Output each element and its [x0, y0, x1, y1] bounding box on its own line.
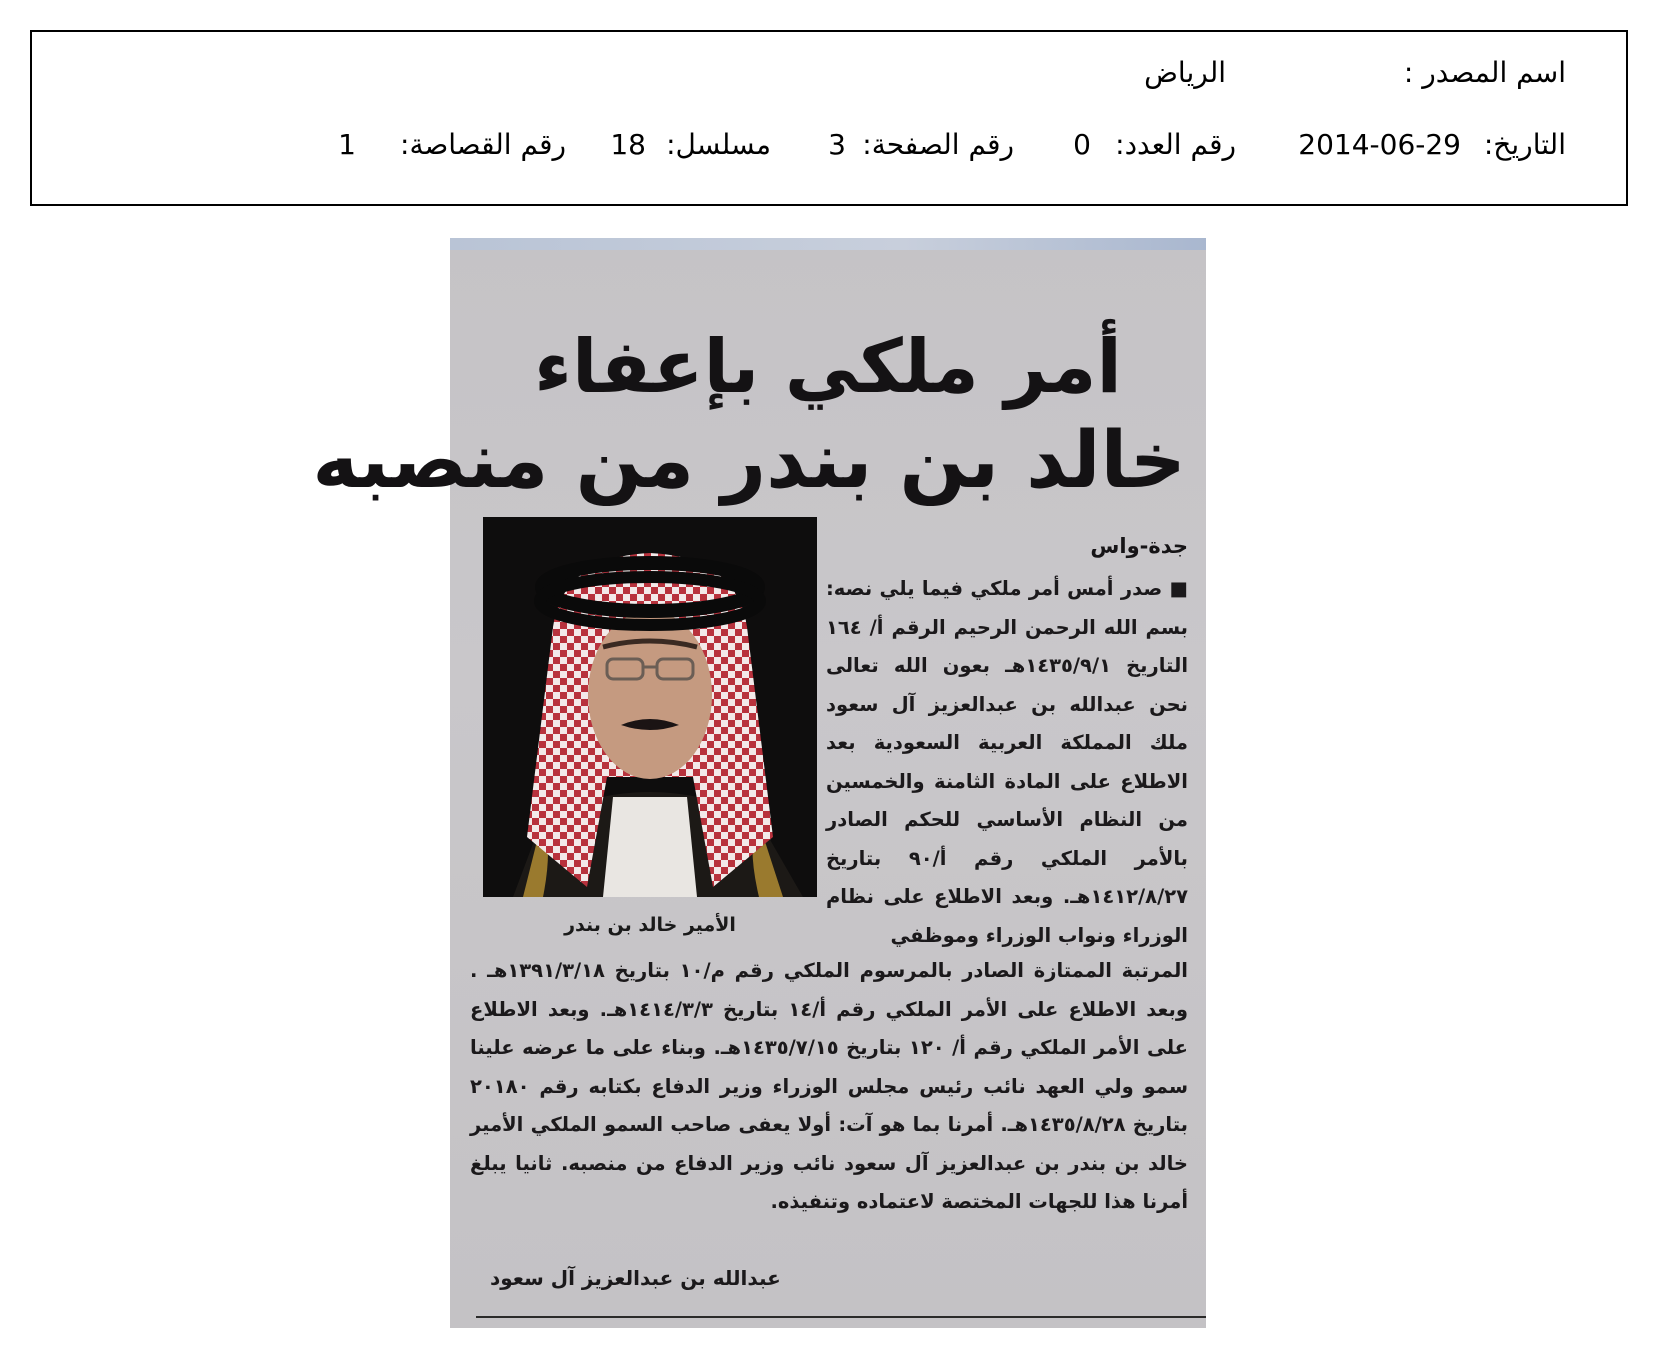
headline-line1: أمر ملكي بإعفاء [534, 324, 1122, 410]
issue-label: رقم العدد: [1115, 128, 1236, 161]
portrait-illustration [483, 517, 817, 897]
serial-label: مسلسل: [666, 128, 771, 161]
date-value: 2014-06-29 [1298, 128, 1461, 161]
source-value: الرياض [1144, 56, 1226, 89]
issue-value: 0 [1073, 128, 1091, 161]
dateline: جدة-واس [1090, 534, 1188, 558]
signature: عبدالله بن عبدالعزيز آل سعود [490, 1266, 781, 1290]
clip-value: 1 [338, 128, 356, 161]
headline-line2: خالد بن بندر من منصبه [312, 416, 1186, 506]
clipping-metadata-box [30, 30, 1628, 206]
article-body-full-width: المرتبة الممتازة الصادر بالمرسوم الملكي رقم م/١٠ بتاريخ ١٣٩١/٣/١٨هـ . وبعد الاطلاع على الأمر الملكي رقم أ/١٤ بتاريخ ١٤١٤/٣/٣هـ. وبعد الاطلاع على الأمر الملكي رقم أ/ ١٢٠ بتاريخ ١٤٣٥/٧/١٥هـ. وبناء على ما عرضه علينا سمو ولي العهد نائب رئيس مجلس الوزراء وزير الدفاع بكتابه رقم ٢٠١٨٠ بتاريخ ١٤٣٥/٨/٢٨هـ. أمرنا بما هو آت: أولا يعفى صاحب السمو الملكي الأمير خالد بن بندر بن عبدالعزيز آل سعود نائب وزير الدفاع من منصبه. ثانيا يبلغ أمرنا هذا للجهات المختصة لاعتماده وتنفيذه. [470, 959, 1188, 1213]
article-body-column: ■ صدر أمس أمر ملكي فيما يلي نصه: بسم الله الرحمن الرحيم الرقم أ/ ١٦٤ التاريخ ١٤٣٥/٩/١هـ بعون الله تعالى نحن عبدالله بن عبدالعزيز آل سعود ملك المملكة العربية السعودية بعد الاطلاع على المادة الثامنة والخمسين من النظام الأساسي للحكم الصادر بالأمر الملكي رقم أ/٩٠ بتاريخ ١٤١٢/٨/٢٧هـ. وبعد الاطلاع على نظام الوزراء ونواب الوزراء وموظفي [826, 577, 1188, 947]
source-row [32, 56, 1626, 96]
page-value: 3 [828, 128, 846, 161]
meta-row [32, 128, 1626, 168]
serial-value: 18 [610, 128, 646, 161]
newspaper-clipping [312, 238, 1206, 1328]
page-edge-band [450, 238, 1206, 250]
photo-caption: الأمير خالد بن بندر [564, 914, 736, 936]
page-label: رقم الصفحة: [862, 128, 1014, 161]
bottom-rule [476, 1316, 1206, 1318]
clip-label: رقم القصاصة: [400, 128, 566, 161]
portrait-photo [483, 517, 817, 897]
date-label: التاريخ: [1483, 128, 1566, 161]
source-label: اسم المصدر : [1403, 56, 1566, 89]
